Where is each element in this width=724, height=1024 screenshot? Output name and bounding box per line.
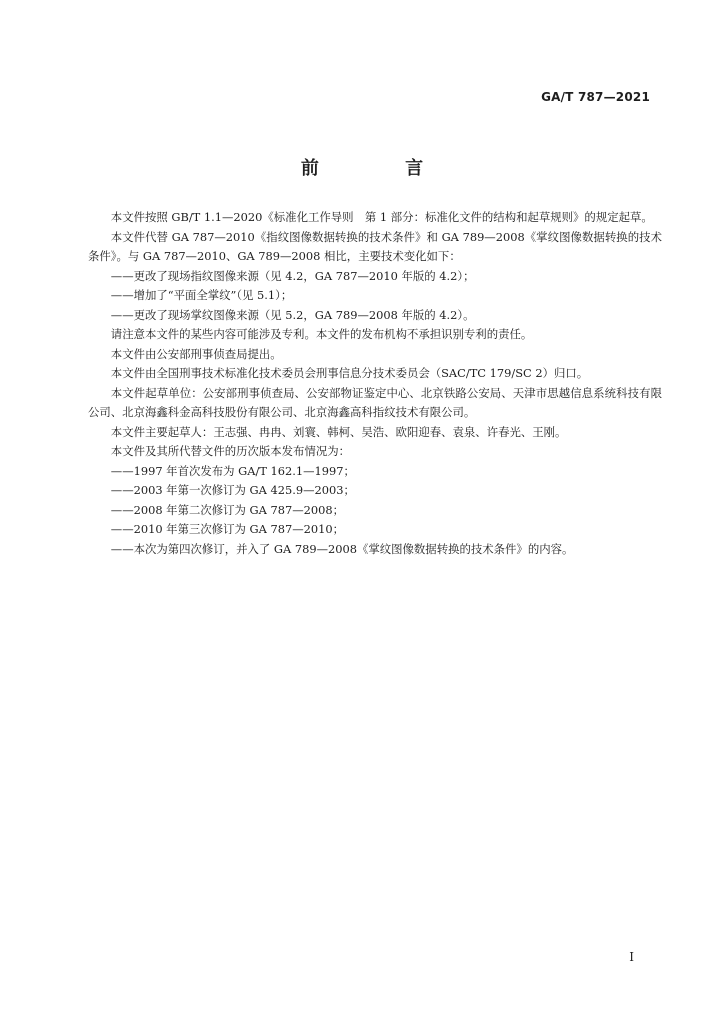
change-item: ——增加了“平面全掌纹”（见 5.1）； <box>110 288 293 302</box>
history-item: ——2003 年第一次修订为 GA 425.9—2003； <box>110 483 355 497</box>
paragraph: 本文件由公安部刑事侦查局提出。 <box>110 346 282 361</box>
history-item: ——2008 年第二次修订为 GA 787—2008； <box>110 502 344 517</box>
page-title: 前 言 <box>300 158 464 179</box>
change-item: ——更改了现场掌纹图像来源（见 5.2，GA 789—2008 年版的 4.2）。 <box>110 307 475 322</box>
paragraph: 本文件按照 GB/T 1.1—2020《标准化工作导则 第 1 部分：标准化文件的结构和起草规则》的规定起草。 <box>110 210 653 224</box>
paragraph: 本文件起草单位：公安部刑事侦查局、公安部物证鉴定中心、北京铁路公安局、天津市思越信息系统科技有限公司、北京海鑫科金高科技股份有限公司、北京海鑫高科指纹技术有限公司。 <box>88 385 662 419</box>
paragraph: 请注意本文件的某些内容可能涉及专利。本文件的发布机构不承担识别专利的责任。 <box>110 327 533 341</box>
change-item: ——更改了现场指纹图像来源（见 4.2，GA 787—2010 年版的 4.2）； <box>110 268 475 283</box>
paragraph: 本文件由全国刑事技术标准化技术委员会刑事信息分技术委员会（SAC/TC 179/SC 2）归口。 <box>110 366 589 380</box>
standard-number: GA/T 787—2021 <box>541 90 650 104</box>
page-number: I <box>629 950 634 964</box>
history-item: ——2010 年第三次修订为 GA 787—2010； <box>110 522 344 536</box>
history-item: ——1997 年首次发布为 GA/T 162.1—1997； <box>110 463 355 478</box>
history-item: ——本次为第四次修订，并入了 GA 789—2008《掌纹图像数据转换的技术条件》的内容。 <box>110 541 574 556</box>
paragraph: 本文件代替 GA 787—2010《指纹图像数据转换的技术条件》和 GA 789—2008《掌纹图像数据转换的技术条件》。与 GA 787—2010、GA 789—2008 相比，主要技术变化如下： <box>88 229 662 263</box>
foreword-body <box>88 208 662 559</box>
paragraph: 本文件及其所代替文件的历次版本发布情况为： <box>110 444 351 458</box>
paragraph: 本文件主要起草人：王志强、冉冉、刘寰、韩柯、吴浩、欧阳迎春、袁泉、许春光、王刚。 <box>110 424 567 439</box>
